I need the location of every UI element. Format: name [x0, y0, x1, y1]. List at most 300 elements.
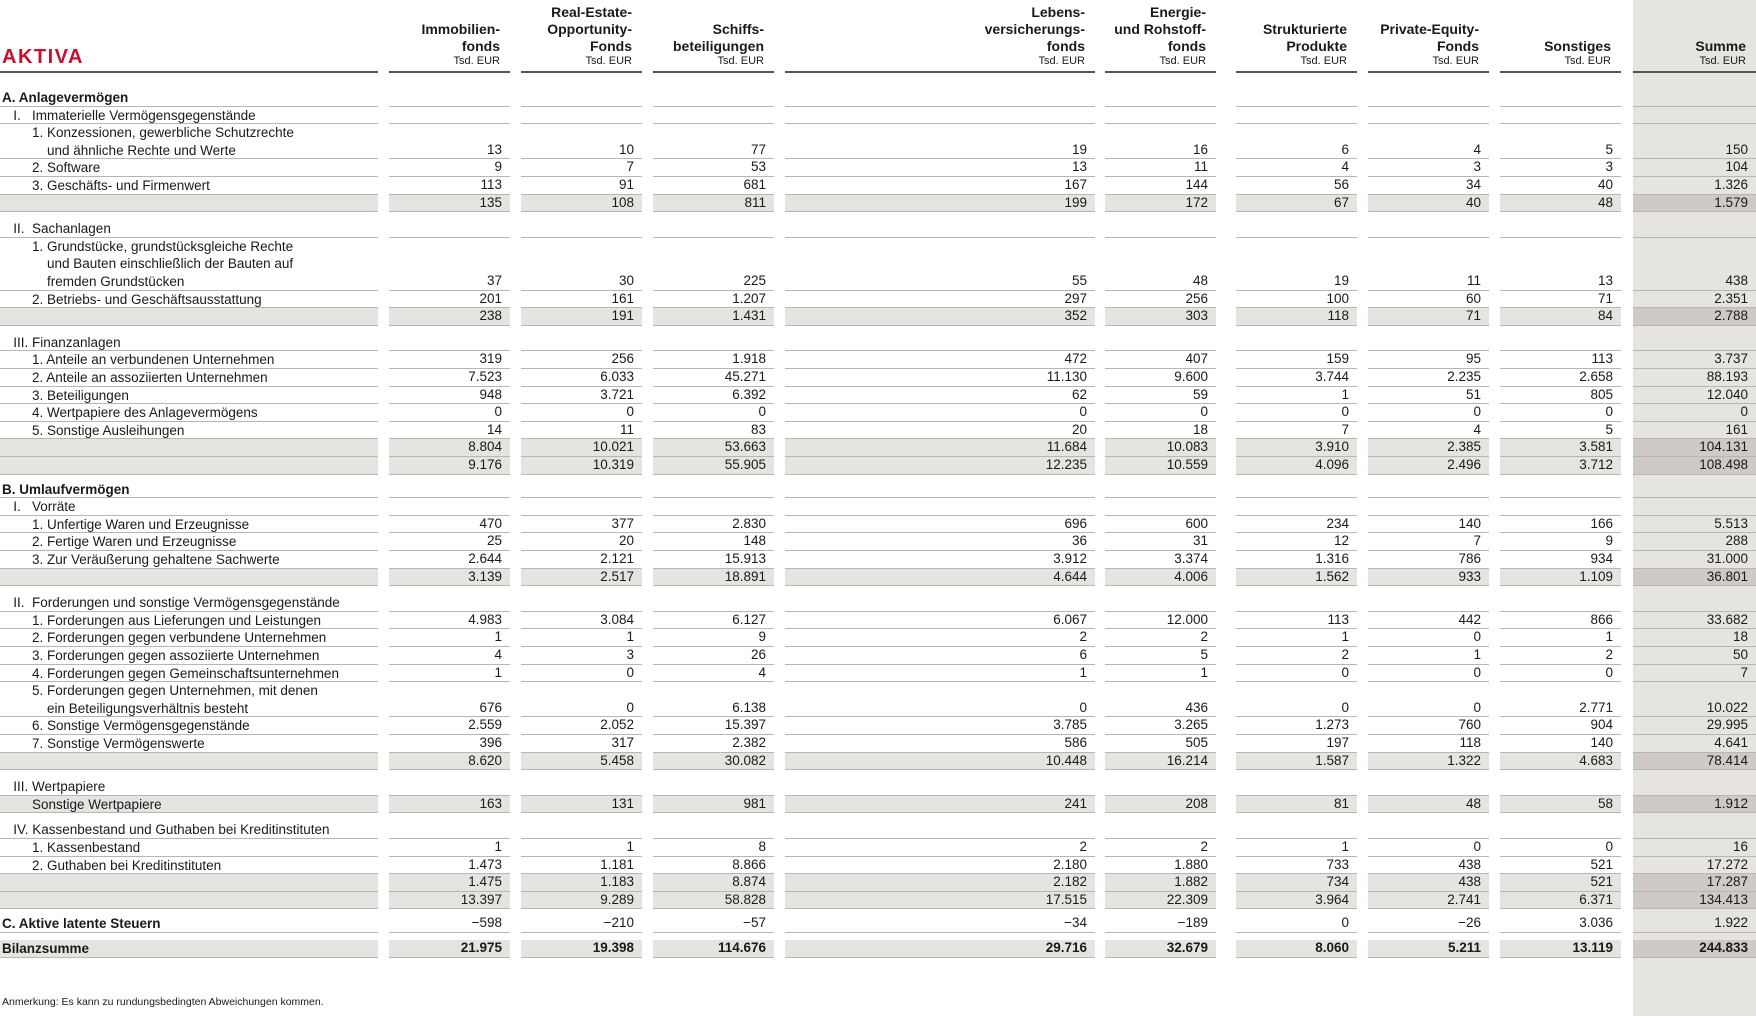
table-cell — [1105, 874, 1216, 892]
table-cell — [521, 629, 642, 647]
table-cell — [1500, 915, 1621, 933]
cell-value: 135 — [479, 194, 502, 210]
cell-value: 6.138 — [732, 699, 766, 715]
table-cell — [389, 892, 510, 910]
table-cell — [1500, 351, 1621, 369]
table-cell — [1236, 498, 1357, 516]
table-cell — [653, 481, 774, 499]
cell-value: 8.866 — [732, 856, 766, 872]
row-label: II. Forderungen und sonstige Vermögensgegenstände — [2, 595, 340, 611]
table-cell — [1105, 107, 1216, 125]
cell-value: 1 — [1341, 386, 1349, 402]
table-cell — [1236, 124, 1357, 159]
table-cell — [389, 682, 510, 717]
cell-value: 303 — [1185, 308, 1208, 324]
row-rule — [0, 647, 378, 665]
cell-value: −598 — [471, 915, 502, 931]
table-cell — [389, 457, 510, 475]
table-cell — [521, 857, 642, 875]
cell-value: 1.475 — [468, 874, 502, 890]
table-cell — [1236, 717, 1357, 735]
cell-value: 934 — [1590, 551, 1613, 566]
cell-value: 2.741 — [1447, 891, 1481, 907]
cell-value: 159 — [1326, 351, 1349, 367]
cell-value: 5 — [1200, 647, 1208, 662]
cell-value: 3.721 — [600, 386, 634, 402]
cell-value: 1.562 — [1315, 568, 1349, 584]
column-header-label: Lebens- versicherungs- fonds — [984, 4, 1085, 54]
cell-value: 2.830 — [732, 515, 766, 531]
row-label: Bilanzsumme — [2, 941, 90, 956]
cell-value: 805 — [1590, 386, 1613, 402]
table-cell — [653, 735, 774, 753]
table-cell — [1105, 612, 1216, 630]
table-cell — [1500, 753, 1621, 771]
table-cell — [1105, 422, 1216, 440]
table-cell — [389, 291, 510, 309]
table-cell — [521, 612, 642, 630]
table-cell — [521, 753, 642, 771]
table-cell — [785, 439, 1095, 457]
table-row — [0, 533, 1756, 551]
cell-value: 104 — [1725, 159, 1748, 175]
row-label: 2. Forderungen gegen verbundene Unternehmen — [2, 630, 327, 646]
table-cell — [1105, 629, 1216, 647]
cell-value: 2.644 — [468, 551, 502, 566]
table-cell — [1105, 334, 1216, 352]
cell-value: 118 — [1327, 308, 1349, 324]
table-cell — [1500, 533, 1621, 551]
row-label: IV. Kassenbestand und Guthaben bei Kreditinstituten — [2, 822, 330, 838]
cell-value: 19 — [1333, 273, 1349, 288]
table-cell — [1236, 291, 1357, 309]
cell-value: 0 — [626, 664, 634, 680]
cell-value: 0 — [1473, 664, 1481, 680]
table-cell — [521, 594, 642, 612]
table-cell — [785, 892, 1095, 910]
cell-value: 16.214 — [1166, 752, 1208, 768]
table-cell — [653, 753, 774, 771]
table-cell — [1368, 422, 1489, 440]
cell-value: 0 — [1341, 915, 1349, 931]
table-cell — [1236, 735, 1357, 753]
cell-value: 866 — [1590, 611, 1613, 627]
table-cell — [785, 107, 1095, 125]
cell-value: 4.096 — [1315, 457, 1349, 472]
table-cell — [653, 551, 774, 569]
table-row — [0, 124, 1756, 159]
cell-value: 3.036 — [1579, 915, 1613, 931]
cell-value: 20 — [618, 533, 634, 549]
cell-value: 256 — [611, 351, 634, 367]
row-rule — [0, 351, 378, 369]
table-cell — [785, 498, 1095, 516]
table-cell — [1236, 439, 1357, 457]
table-cell — [521, 439, 642, 457]
cell-value: 0 — [1740, 404, 1748, 420]
cell-value: 521 — [1590, 856, 1613, 872]
table-cell — [785, 220, 1095, 238]
cell-value: 0 — [1200, 404, 1208, 420]
cell-value: 1.181 — [600, 856, 634, 872]
table-cell — [785, 308, 1095, 326]
row-rule — [0, 439, 378, 457]
table-cell — [521, 124, 642, 159]
row-label: 2. Fertige Waren und Erzeugnisse — [2, 534, 237, 550]
cell-value: 2 — [1341, 647, 1349, 662]
table-cell — [653, 940, 774, 958]
table-cell — [1368, 796, 1489, 814]
table-cell — [521, 107, 642, 125]
table-cell — [389, 159, 510, 177]
table-cell — [389, 735, 510, 753]
cell-value: 1 — [1341, 839, 1349, 854]
cell-value: 256 — [1185, 290, 1208, 306]
table-cell — [1500, 334, 1621, 352]
table-cell — [653, 569, 774, 587]
table-cell — [1500, 89, 1621, 107]
cell-value: 0 — [1473, 699, 1481, 715]
table-cell — [1105, 857, 1216, 875]
cell-value: 12.040 — [1706, 386, 1748, 402]
table-cell — [785, 796, 1095, 814]
row-label: II. Sachanlagen — [2, 221, 111, 237]
cell-value: 6.371 — [1579, 891, 1613, 907]
cell-value: 0 — [1341, 404, 1349, 420]
cell-value: 10.022 — [1706, 699, 1748, 715]
cell-value: 53 — [750, 159, 766, 175]
table-cell — [1500, 107, 1621, 125]
cell-value: 3 — [626, 647, 634, 662]
table-cell — [1368, 124, 1489, 159]
table-cell — [1500, 369, 1621, 387]
cell-value: 786 — [1458, 551, 1481, 566]
cell-value: 108.498 — [1699, 457, 1748, 472]
cell-value: 1.922 — [1714, 915, 1748, 931]
table-cell — [1633, 238, 1756, 291]
cell-value: 77 — [750, 141, 766, 157]
table-cell — [521, 516, 642, 534]
row-rule — [0, 291, 378, 309]
table-cell — [653, 404, 774, 422]
table-cell — [521, 569, 642, 587]
cell-value: 81 — [1333, 795, 1349, 811]
table-cell — [1500, 594, 1621, 612]
cell-value: 9 — [1605, 533, 1613, 549]
subtotal-row — [0, 457, 1756, 475]
table-cell — [1633, 753, 1756, 771]
table-cell — [785, 647, 1095, 665]
table-cell — [1105, 89, 1216, 107]
subtotal-row — [0, 308, 1756, 326]
table-cell — [1236, 551, 1357, 569]
table-cell — [1236, 238, 1357, 291]
table-cell — [653, 516, 774, 534]
cell-value: 2.180 — [1053, 856, 1087, 872]
cell-value: 161 — [611, 290, 634, 306]
table-row — [0, 647, 1756, 665]
table-cell — [1236, 892, 1357, 910]
cell-value: 0 — [1079, 404, 1087, 420]
table-cell — [1633, 717, 1756, 735]
cell-value: 58.828 — [724, 891, 766, 907]
table-cell — [1500, 821, 1621, 839]
table-cell — [1500, 682, 1621, 717]
row-label: 1. Unfertige Waren und Erzeugnisse — [2, 516, 250, 532]
cell-value: 6.392 — [732, 386, 766, 402]
table-cell — [1633, 821, 1756, 839]
cell-value: 18 — [1732, 629, 1748, 645]
column-header-label: Immobilien- fonds — [421, 21, 500, 54]
cell-value: 2 — [1200, 629, 1208, 645]
cell-value: 10.559 — [1166, 457, 1208, 472]
cell-value: 11 — [619, 421, 634, 437]
table-cell — [1500, 778, 1621, 796]
cell-value: 4.641 — [1714, 735, 1748, 750]
table-cell — [1368, 940, 1489, 958]
table-cell — [653, 682, 774, 717]
table-cell — [1105, 594, 1216, 612]
table-cell — [1633, 682, 1756, 717]
table-cell — [1236, 422, 1357, 440]
table-cell — [1236, 308, 1357, 326]
cell-value: 288 — [1725, 533, 1748, 549]
table-row — [0, 839, 1756, 857]
cell-value: 9.289 — [600, 891, 634, 907]
cell-value: 472 — [1064, 351, 1087, 367]
cell-value: 10.448 — [1045, 752, 1087, 768]
table-cell — [1500, 569, 1621, 587]
table-cell — [1500, 159, 1621, 177]
row-rule — [0, 717, 378, 735]
table-cell — [521, 892, 642, 910]
row-label: 1. Forderungen aus Lieferungen und Leistungen — [2, 612, 321, 628]
cell-value: 2 — [1079, 629, 1087, 645]
table-cell — [1368, 238, 1489, 291]
cell-value: 11.130 — [1046, 369, 1087, 384]
cell-value: 2.559 — [468, 717, 502, 733]
table-cell — [1236, 857, 1357, 875]
table-cell — [1236, 457, 1357, 475]
table-cell — [653, 647, 774, 665]
table-cell — [1105, 647, 1216, 665]
cell-value: 15.397 — [724, 717, 766, 733]
table-cell — [1500, 874, 1621, 892]
cell-value: 13 — [1597, 273, 1613, 288]
cell-value: 2 — [1079, 839, 1087, 854]
cell-value: 17.272 — [1706, 856, 1748, 872]
cell-value: 1.431 — [732, 308, 766, 324]
table-cell — [1500, 177, 1621, 195]
row-label: 6. Sonstige Vermögensgegenstände — [2, 718, 250, 734]
cell-value: 3.712 — [1579, 457, 1613, 472]
table-cell — [1633, 839, 1756, 857]
cell-value: 108 — [611, 194, 634, 210]
table-cell — [1368, 439, 1489, 457]
table-cell — [1500, 551, 1621, 569]
table-cell — [1633, 735, 1756, 753]
cell-value: 1.912 — [1714, 795, 1748, 811]
table-cell — [1236, 387, 1357, 405]
table-cell — [1236, 612, 1357, 630]
cell-value: 4.644 — [1053, 568, 1087, 584]
row-rule — [0, 940, 378, 958]
table-cell — [1368, 89, 1489, 107]
row-rule — [0, 124, 378, 159]
cell-value: 442 — [1458, 611, 1481, 627]
cell-value: 56 — [1333, 177, 1349, 192]
cell-value: 11.684 — [1046, 439, 1087, 455]
column-header-unit: Tsd. EUR — [453, 55, 500, 67]
row-rule — [0, 498, 378, 516]
cell-value: 34 — [1465, 177, 1481, 192]
table-cell — [1105, 238, 1216, 291]
table-cell — [389, 516, 510, 534]
table-cell — [1368, 753, 1489, 771]
table-cell — [1236, 682, 1357, 717]
row-rule — [0, 195, 378, 213]
cell-value: 12 — [1333, 533, 1349, 549]
cell-value: 241 — [1064, 795, 1087, 811]
table-row — [0, 857, 1756, 875]
table-cell — [1368, 682, 1489, 717]
table-cell — [1633, 404, 1756, 422]
cell-value: 60 — [1465, 290, 1481, 306]
row-rule — [0, 778, 378, 796]
cell-value: 981 — [743, 795, 766, 811]
page-title: AKTIVA — [2, 46, 84, 68]
cell-value: 7 — [1341, 421, 1349, 437]
table-cell — [1236, 481, 1357, 499]
cell-value: 4 — [758, 664, 766, 680]
row-label: 1. Anteile an verbundenen Unternehmen — [2, 352, 275, 368]
table-cell — [521, 647, 642, 665]
table-cell — [785, 915, 1095, 933]
table-cell — [1236, 569, 1357, 587]
cell-value: 13 — [486, 141, 502, 157]
table-cell — [1633, 291, 1756, 309]
table-cell — [1633, 665, 1756, 683]
cell-value: 0 — [1605, 664, 1613, 680]
table-cell — [1633, 387, 1756, 405]
table-row — [0, 404, 1756, 422]
table-cell — [389, 569, 510, 587]
column-header-unit: Tsd. EUR — [1699, 55, 1746, 67]
row-label: 3. Zur Veräußerung gehaltene Sachwerte — [2, 552, 280, 567]
table-row — [0, 351, 1756, 369]
table-cell — [1105, 940, 1216, 958]
cell-value: 11 — [1193, 159, 1208, 175]
table-cell — [1368, 629, 1489, 647]
row-label: 2. Guthaben bei Kreditinstituten — [2, 857, 222, 873]
table-cell — [1236, 940, 1357, 958]
cell-value: 7 — [1473, 533, 1481, 549]
row-rule — [0, 569, 378, 587]
table-cell — [389, 821, 510, 839]
table-cell — [1236, 778, 1357, 796]
cell-value: 21.975 — [460, 940, 502, 955]
table-cell — [1368, 533, 1489, 551]
table-cell — [1368, 551, 1489, 569]
column-header — [1236, 0, 1357, 72]
table-cell — [1236, 796, 1357, 814]
column-header — [1105, 0, 1216, 72]
table-cell — [521, 498, 642, 516]
table-cell — [1368, 778, 1489, 796]
table-cell — [521, 839, 642, 857]
column-header-unit: Tsd. EUR — [1432, 55, 1479, 67]
cell-value: 7 — [626, 159, 634, 175]
table-cell — [1500, 238, 1621, 291]
cell-value: 36.801 — [1706, 568, 1748, 584]
table-cell — [1368, 195, 1489, 213]
cell-value: 95 — [1465, 351, 1481, 367]
table-cell — [653, 457, 774, 475]
table-cell — [785, 457, 1095, 475]
table-cell — [521, 821, 642, 839]
row-label: 4. Forderungen gegen Gemeinschaftsunternehmen — [2, 665, 339, 681]
table-cell — [389, 351, 510, 369]
table-cell — [1633, 533, 1756, 551]
subtotal-row — [0, 874, 1756, 892]
cell-value: 734 — [1326, 874, 1349, 890]
cell-value: 2.496 — [1447, 457, 1481, 472]
subtotal-row — [0, 796, 1756, 814]
table-cell — [521, 220, 642, 238]
cell-value: 71 — [1597, 290, 1613, 306]
cell-value: 163 — [479, 795, 502, 811]
cell-value: 4 — [1341, 159, 1349, 175]
table-cell — [785, 159, 1095, 177]
table-cell — [1500, 498, 1621, 516]
column-header-label: Summe — [1695, 38, 1746, 54]
table-cell — [521, 291, 642, 309]
table-cell — [653, 821, 774, 839]
column-header-label: Sonstiges — [1544, 38, 1611, 54]
cell-value: 696 — [1064, 515, 1087, 531]
table-cell — [1633, 647, 1756, 665]
cell-value: 150 — [1725, 141, 1748, 157]
table-cell — [1633, 107, 1756, 125]
table-cell — [389, 874, 510, 892]
cell-value: 17.287 — [1706, 874, 1748, 890]
row-label: III. Finanzanlagen — [2, 334, 121, 350]
table-cell — [653, 107, 774, 125]
cell-value: 225 — [743, 273, 766, 288]
cell-value: 2.788 — [1714, 308, 1748, 324]
table-cell — [1368, 107, 1489, 125]
cell-value: 0 — [1605, 839, 1613, 854]
cell-value: 5.211 — [1447, 940, 1481, 955]
row-label: Sonstige Wertpapiere — [2, 796, 162, 812]
cell-value: 2.235 — [1447, 369, 1481, 384]
cell-value: 166 — [1590, 515, 1613, 531]
table-cell — [1633, 220, 1756, 238]
table-cell — [521, 533, 642, 551]
cell-value: 9 — [758, 629, 766, 645]
table-cell — [785, 387, 1095, 405]
table-cell — [785, 422, 1095, 440]
row-label: 1. Grundstücke, grundstücksgleiche Rechte und Bauten einschließlich der Bauten auf fremden Grundstücken — [32, 238, 294, 289]
cell-value: 144 — [1185, 177, 1208, 192]
table-row — [0, 629, 1756, 647]
cell-value: 2.385 — [1447, 439, 1481, 455]
cell-value: 161 — [1725, 421, 1748, 437]
cell-value: 36 — [1071, 533, 1087, 549]
cell-value: 13 — [1071, 159, 1087, 175]
table-cell — [1368, 717, 1489, 735]
table-cell — [1633, 457, 1756, 475]
